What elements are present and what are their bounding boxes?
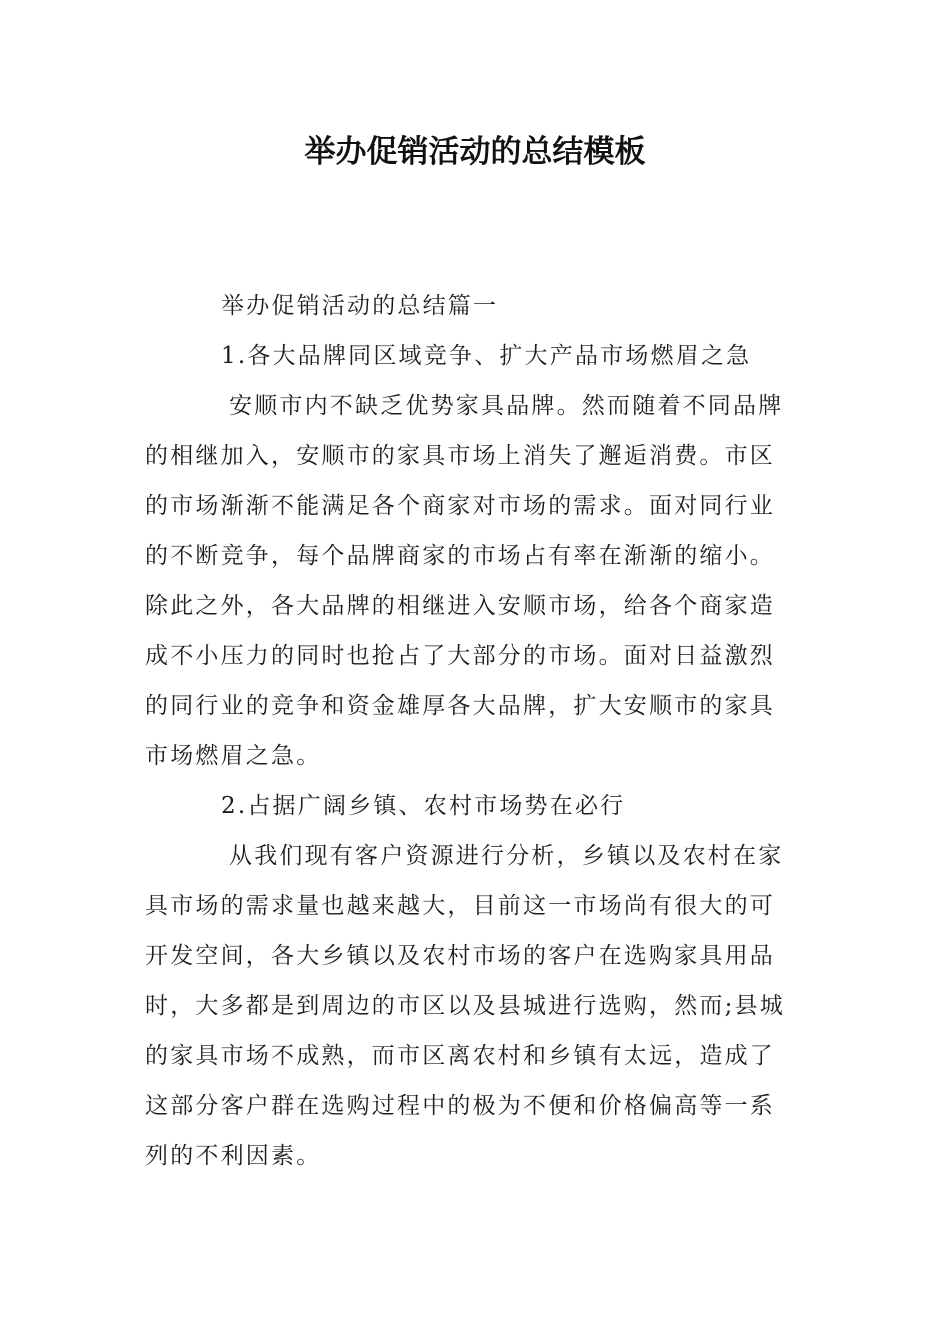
text-line: 的家具市场不成熟，而市区离农村和乡镇有太远，造成了 — [145, 1043, 775, 1069]
text-line: 的同行业的竞争和资金雄厚各大品牌，扩大安顺市的家具 — [145, 693, 775, 719]
text-line: 除此之外，各大品牌的相继进入安顺市场，给各个商家造 — [145, 593, 775, 619]
text-line: 时，大多都是到周边的市区以及县城进行选购，然而;县城 — [145, 993, 785, 1019]
text-line: 1.各大品牌同区域竞争、扩大产品市场燃眉之急 — [221, 343, 752, 369]
text-line: 列的不利因素。 — [145, 1143, 322, 1169]
text-line: 2.占据广阔乡镇、农村市场势在必行 — [221, 793, 626, 819]
text-line: 安顺市内不缺乏优势家具品牌。然而随着不同品牌 — [229, 393, 784, 419]
text-line: 成不小压力的同时也抢占了大部分的市场。面对日益激烈 — [145, 643, 775, 669]
text-line: 开发空间，各大乡镇以及农村市场的客户在选购家具用品 — [145, 943, 775, 969]
text-line: 从我们现有客户资源进行分析，乡镇以及农村在家 — [229, 843, 784, 869]
document-body — [145, 281, 810, 1181]
document-title: 举办促销活动的总结模板 — [304, 134, 646, 170]
text-line: 具市场的需求量也越来越大，目前这一市场尚有很大的可 — [145, 893, 775, 919]
text-line: 的不断竞争，每个品牌商家的市场占有率在渐渐的缩小。 — [145, 543, 775, 569]
text-line: 举办促销活动的总结篇一 — [221, 293, 499, 319]
text-line: 的相继加入，安顺市的家具市场上消失了邂逅消费。市区 — [145, 443, 775, 469]
text-line: 这部分客户群在选购过程中的极为不便和价格偏高等一系 — [145, 1093, 775, 1119]
text-line: 的市场渐渐不能满足各个商家对市场的需求。面对同行业 — [145, 493, 775, 519]
text-line: 市场燃眉之急。 — [145, 743, 322, 769]
